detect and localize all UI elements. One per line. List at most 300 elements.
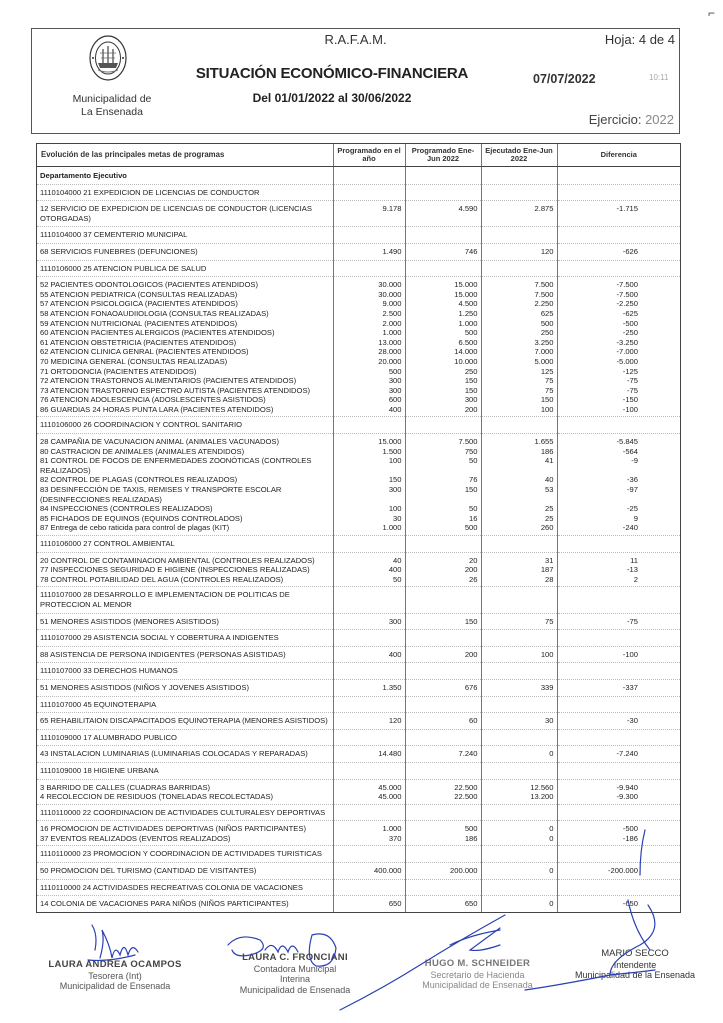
meta-cell: 81 CONTROL DE FOCOS DE ENFERMEDADES ZOONÓTICAS (CONTROLES REALIZADOS)	[40, 456, 312, 475]
executed-cell: 30	[481, 713, 557, 730]
annual-cell: 120	[333, 713, 405, 730]
executed-cell: 13.200	[481, 792, 557, 804]
difference-cell	[557, 630, 680, 647]
annual-cell	[333, 762, 405, 779]
executed-cell: 31	[481, 552, 557, 565]
programmed-cell: 20	[405, 552, 481, 565]
programmed-cell	[405, 663, 481, 680]
meta-cell: 57 ATENCION PSICOLOGICA (PACIENTES ATENDIDOS)	[40, 299, 238, 309]
institution-line2: La Ensenada	[81, 105, 143, 118]
table-row	[37, 613, 680, 630]
meta-cell: 86 GUARDIAS 24 HORAS PUNTA LARA (PACIENTES ATENDIDOS)	[40, 404, 274, 414]
programmed-cell: 15.000	[405, 277, 481, 290]
annual-cell: 15.000	[333, 434, 405, 447]
programmed-cell: 4.590	[405, 201, 481, 227]
executed-cell: 0	[481, 863, 557, 880]
signer-role: Contadora Municipal	[253, 963, 337, 974]
report-title: SITUACIÓN ECONÓMICO-FINANCIERA	[195, 65, 469, 82]
signature-secretario	[405, 959, 550, 991]
meta-cell: 1110107000 28 DESARROLLO E IMPLEMENTACION DE POLITICAS DE PROTECCION AL MENOR	[37, 587, 333, 613]
executed-cell	[481, 536, 557, 553]
programmed-cell: 4.500	[405, 299, 481, 309]
annual-cell: 20.000	[333, 357, 405, 367]
executed-cell: 100	[481, 405, 557, 417]
annual-cell: 400	[333, 405, 405, 417]
difference-cell	[557, 536, 680, 553]
signer-org: Municipalidad de Ensenada	[239, 984, 351, 995]
executed-cell: 53	[481, 485, 557, 504]
annual-cell: 1.490	[333, 243, 405, 260]
difference-cell	[557, 227, 680, 244]
annual-cell: 9.178	[333, 201, 405, 227]
difference-cell: -650	[557, 896, 680, 912]
executed-cell: 0	[481, 746, 557, 763]
programmed-cell: 1.000	[405, 319, 481, 329]
difference-cell	[557, 184, 680, 201]
meta-cell: 43 INSTALACION LUMINARIAS (LUMINARIAS COLOCADAS Y REPARADAS)	[37, 746, 333, 763]
report-date: 07/07/2022	[533, 72, 596, 86]
programmed-cell	[405, 417, 481, 434]
difference-cell: -97	[557, 485, 680, 504]
program-row	[37, 260, 680, 277]
programmed-cell	[405, 696, 481, 713]
program-row	[37, 846, 680, 863]
system-name: R.A.F.A.M.	[324, 32, 387, 47]
department-row	[37, 167, 680, 185]
executed-cell	[481, 184, 557, 201]
meta-cell: 83 DESINFECCIÓN DE TAXIS, REMISES Y TRANSPORTE ESCOLAR (DESINFECCIONES REALIZADAS)	[40, 485, 282, 504]
meta-cell: 1110109000 17 ALUMBRADO PUBLICO	[37, 729, 333, 746]
programmed-cell: 50	[405, 456, 481, 475]
table-row	[37, 376, 680, 386]
program-row	[37, 630, 680, 647]
table-row	[37, 357, 680, 367]
annual-cell	[333, 696, 405, 713]
programmed-cell: 750	[405, 447, 481, 457]
programmed-cell: 300	[405, 395, 481, 405]
annual-cell: 1.000	[333, 328, 405, 338]
executed-cell	[481, 846, 557, 863]
meta-cell: 80 CASTRACION DE ANIMALES (ANIMALES ATENDIDOS)	[40, 446, 245, 456]
table-row	[37, 475, 680, 485]
annual-cell: 14.480	[333, 746, 405, 763]
programmed-cell: 50	[405, 504, 481, 514]
meta-cell: Departamento Ejecutivo	[40, 171, 127, 180]
meta-cell: 59 ATENCION NUTRICIONAL (PACIENTES ATENDIDOS)	[40, 318, 238, 328]
executed-cell: 1.655	[481, 434, 557, 447]
annual-cell: 13.000	[333, 338, 405, 348]
difference-cell: -125	[557, 367, 680, 377]
meta-cell: 72 ATENCION TRASTORNOS ALIMENTARIOS (PACIENTES ATENDIDOS)	[40, 376, 297, 386]
annual-cell: 45.000	[333, 792, 405, 804]
programmed-cell	[405, 846, 481, 863]
table-row	[37, 779, 680, 792]
meta-cell: 51 MENORES ASISTIDOS (MENORES ASISTIDOS)	[37, 613, 333, 630]
annual-cell	[333, 227, 405, 244]
difference-cell: -1.715	[557, 201, 680, 227]
table-row	[37, 309, 680, 319]
difference-cell: 9	[557, 514, 680, 524]
executed-cell	[481, 879, 557, 896]
meta-cell: 1110104000 37 CEMENTERIO MUNICIPAL	[37, 227, 333, 244]
table-row	[37, 456, 680, 475]
fiscal-year	[589, 112, 674, 127]
difference-cell: -5.000	[557, 357, 680, 367]
executed-cell	[481, 804, 557, 821]
meta-cell: 1110109000 18 HIGIENE URBANA	[37, 762, 333, 779]
annual-cell: 1.350	[333, 679, 405, 696]
col-header-programmed: Programado Ene-Jun 2022	[405, 144, 481, 167]
meta-cell: 82 CONTROL DE PLAGAS (CONTROLES REALIZADOS)	[40, 475, 238, 485]
executed-cell: 7.500	[481, 290, 557, 300]
programmed-cell: 200.000	[405, 863, 481, 880]
executed-cell	[481, 696, 557, 713]
difference-cell	[557, 696, 680, 713]
annual-cell: 300	[333, 485, 405, 504]
programmed-cell	[405, 536, 481, 553]
executed-cell	[481, 630, 557, 647]
programmed-cell: 200	[405, 565, 481, 575]
difference-cell: -7.240	[557, 746, 680, 763]
signature-contadora	[225, 953, 365, 995]
executed-cell: 187	[481, 565, 557, 575]
executed-cell: 260	[481, 523, 557, 535]
executed-cell: 186	[481, 447, 557, 457]
difference-cell: -150	[557, 395, 680, 405]
difference-cell: -250	[557, 328, 680, 338]
annual-cell: 300	[333, 613, 405, 630]
annual-cell: 100	[333, 456, 405, 475]
table-row	[37, 746, 680, 763]
meta-cell: 4 RECOLECCION DE RESIDUOS (TONELADAS RECOLECTADAS)	[40, 792, 274, 802]
executed-cell: 12.560	[481, 779, 557, 792]
page-indicator: Hoja: 4 de 4	[604, 32, 675, 47]
col-header-annual: Programado en el año	[333, 144, 405, 167]
annual-cell	[333, 417, 405, 434]
table-row	[37, 713, 680, 730]
meta-cell: 62 ATENCION CLINICA GENRAL (PACIENTES ATENDIDOS)	[40, 347, 249, 357]
difference-cell: -500	[557, 319, 680, 329]
programmed-cell: 16	[405, 514, 481, 524]
executed-cell	[481, 762, 557, 779]
signer-name: LAURA C. FRONCIANI	[242, 952, 348, 963]
executed-cell: 0	[481, 834, 557, 846]
table-row	[37, 405, 680, 417]
table-row	[37, 328, 680, 338]
meta-cell: 61 ATENCION OBSTETRICIA (PACIENTES ATENDIDOS)	[40, 337, 237, 347]
table-row	[37, 386, 680, 396]
meta-cell: 78 CONTROL POTABILIDAD DEL AGUA (CONTROLES REALIZADOS)	[40, 574, 284, 584]
annual-cell: 40	[333, 552, 405, 565]
programmed-cell: 150	[405, 376, 481, 386]
difference-cell	[557, 846, 680, 863]
meta-cell: 1110107000 29 ASISTENCIA SOCIAL Y COBERTURA A INDIGENTES	[37, 630, 333, 647]
programmed-cell	[405, 729, 481, 746]
difference-cell: -9.940	[557, 779, 680, 792]
meta-cell: 1110110000 22 COORDINACION DE ACTIVIDADES CULTURALESY DEPORTIVAS	[37, 804, 333, 821]
programmed-cell: 26	[405, 575, 481, 587]
meta-cell: 1110106000 27 CONTROL AMBIENTAL	[37, 536, 333, 553]
signer-org: Municipalidad de Ensenada	[59, 981, 171, 991]
table-row	[37, 201, 680, 227]
difference-cell: -7.500	[557, 277, 680, 290]
executed-cell: 100	[481, 646, 557, 663]
meta-cell: 50 PROMOCION DEL TURISMO (CANTIDAD DE VISITANTES)	[37, 863, 333, 880]
executed-cell: 3.250	[481, 338, 557, 348]
program-row	[37, 762, 680, 779]
executed-cell	[481, 417, 557, 434]
difference-cell	[557, 729, 680, 746]
executed-cell: 40	[481, 475, 557, 485]
table-row	[37, 792, 680, 804]
executed-cell: 75	[481, 376, 557, 386]
annual-cell	[333, 729, 405, 746]
annual-cell: 600	[333, 395, 405, 405]
annual-cell: 30.000	[333, 290, 405, 300]
difference-cell: 11	[557, 552, 680, 565]
difference-cell: -75	[557, 613, 680, 630]
meta-cell: 55 ATENCION PEDIATRICA (CONSULTAS REALIZADAS)	[40, 289, 238, 299]
signer-name: LAURA ANDREA OCAMPOS	[48, 959, 182, 970]
difference-cell	[557, 167, 680, 185]
programmed-cell	[405, 227, 481, 244]
meta-cell: 20 CONTROL DE CONTAMINACION AMBIENTAL (CONTROLES REALIZADOS)	[37, 552, 333, 565]
programmed-cell	[405, 630, 481, 647]
table-row	[37, 514, 680, 524]
executed-cell: 25	[481, 514, 557, 524]
difference-cell: -337	[557, 679, 680, 696]
difference-cell: -25	[557, 504, 680, 514]
annual-cell: 50	[333, 575, 405, 587]
annual-cell: 9.000	[333, 299, 405, 309]
table-row	[37, 523, 680, 535]
programmed-cell: 500	[405, 821, 481, 834]
meta-cell: 3 BARRIDO DE CALLES (CUADRAS BARRIDAS)	[37, 779, 333, 792]
annual-cell: 370	[333, 834, 405, 846]
annual-cell	[333, 587, 405, 613]
annual-cell: 400	[333, 646, 405, 663]
program-row	[37, 663, 680, 680]
table-body	[37, 167, 680, 912]
programmed-cell: 186	[405, 834, 481, 846]
program-row	[37, 696, 680, 713]
difference-cell: -9	[557, 456, 680, 475]
programmed-cell: 14.000	[405, 347, 481, 357]
meta-cell: 87 Entrega de cebo raticida para control de plagas (KIT)	[40, 523, 230, 533]
annual-cell	[333, 536, 405, 553]
table-row	[37, 575, 680, 587]
col-header-difference: Diferencia	[557, 144, 680, 167]
report-time: 10:11	[649, 73, 669, 82]
annual-cell: 300	[333, 386, 405, 396]
table-row	[37, 290, 680, 300]
annual-cell	[333, 630, 405, 647]
institution-line1: Municipalidad de	[72, 93, 152, 105]
table-row	[37, 821, 680, 834]
difference-cell: -100	[557, 405, 680, 417]
meta-cell: 37 EVENTOS REALIZADOS (EVENTOS REALIZADOS)	[40, 833, 231, 843]
difference-cell: -200.000	[557, 863, 680, 880]
executed-cell	[481, 729, 557, 746]
signature-intendente	[565, 949, 705, 981]
program-row	[37, 227, 680, 244]
institution-name	[52, 93, 172, 118]
executed-cell: 625	[481, 309, 557, 319]
executed-cell: 2.250	[481, 299, 557, 309]
meta-cell: 16 PROMOCION DE ACTIVIDADES DEPORTIVAS (NIÑOS PARTICIPANTES)	[37, 821, 333, 834]
difference-cell: -100	[557, 646, 680, 663]
meta-cell: 28 CAMPAÑIA DE VACUNACION ANIMAL (ANIMALES VACUNADOS)	[37, 434, 333, 447]
meta-cell: 68 SERVICIOS FUNEBRES (DEFUNCIONES)	[37, 243, 333, 260]
annual-cell	[333, 804, 405, 821]
difference-cell	[557, 804, 680, 821]
executed-cell	[481, 260, 557, 277]
table-row	[37, 299, 680, 309]
signer-org: Municipalidad de Ensenada	[422, 980, 533, 990]
difference-cell: -75	[557, 386, 680, 396]
executed-cell: 125	[481, 367, 557, 377]
program-row	[37, 184, 680, 201]
meta-cell: 1110107000 33 DERECHOS HUMANOS	[37, 663, 333, 680]
corner-mark: ⌐	[707, 6, 715, 20]
programmed-cell: 1.250	[405, 309, 481, 319]
annual-cell: 100	[333, 504, 405, 514]
difference-cell: -13	[557, 565, 680, 575]
meta-cell: 65 REHABILITAION DISCAPACITADOS EQUINOTERAPIA (MENORES ASISTIDOS)	[37, 713, 333, 730]
annual-cell: 150	[333, 475, 405, 485]
annual-cell: 1.000	[333, 523, 405, 535]
executed-cell: 150	[481, 395, 557, 405]
difference-cell: -36	[557, 475, 680, 485]
signer-role: Tesorera (Int)	[88, 970, 142, 981]
programmed-cell	[405, 762, 481, 779]
difference-cell: -3.250	[557, 338, 680, 348]
table-row	[37, 565, 680, 575]
program-row	[37, 587, 680, 613]
table-row	[37, 485, 680, 504]
programmed-cell	[405, 167, 481, 185]
difference-cell: -626	[557, 243, 680, 260]
meta-cell: 12 SERVICIO DE EXPEDICION DE LICENCIAS DE CONDUCTOR (LICENCIAS OTORGADAS)	[37, 201, 333, 227]
annual-cell: 30.000	[333, 277, 405, 290]
table-row	[37, 504, 680, 514]
annual-cell	[333, 846, 405, 863]
annual-cell: 1.500	[333, 447, 405, 457]
annual-cell	[333, 879, 405, 896]
programmed-cell: 500	[405, 328, 481, 338]
executed-cell: 41	[481, 456, 557, 475]
program-row	[37, 804, 680, 821]
meta-cell: 52 PACIENTES ODONTOLOGICOS (PACIENTES ATENDIDOS)	[37, 277, 333, 290]
programmed-cell: 746	[405, 243, 481, 260]
difference-cell: -7.500	[557, 290, 680, 300]
signer-role: Intendente	[613, 959, 657, 970]
meta-cell: 14 COLONIA DE VACACIONES PARA NIÑOS (NIÑOS PARTICIPANTES)	[37, 896, 333, 912]
executed-cell: 75	[481, 613, 557, 630]
programmed-cell	[405, 587, 481, 613]
difference-cell: -30	[557, 713, 680, 730]
table-row	[37, 367, 680, 377]
difference-cell: -500	[557, 821, 680, 834]
executed-cell: 7.000	[481, 347, 557, 357]
col-header-executed: Ejecutado Ene-Jun 2022	[481, 144, 557, 167]
annual-cell: 2.000	[333, 319, 405, 329]
executed-cell: 25	[481, 504, 557, 514]
report-header	[31, 28, 680, 134]
difference-cell: 2	[557, 575, 680, 587]
annual-cell: 400	[333, 565, 405, 575]
table-row	[37, 434, 680, 447]
difference-cell: -75	[557, 376, 680, 386]
table-row	[37, 319, 680, 329]
difference-cell	[557, 587, 680, 613]
meta-cell: 1110104000 21 EXPEDICION DE LICENCIAS DE CONDUCTOR	[37, 184, 333, 201]
meta-cell: 71 ORTODONCIA (PACIENTES ATENDIDOS)	[40, 366, 197, 376]
table-row	[37, 863, 680, 880]
executed-cell: 2.875	[481, 201, 557, 227]
programmed-cell: 150	[405, 613, 481, 630]
meta-cell: 1110107000 45 EQUINOTERAPIA	[37, 696, 333, 713]
programmed-cell: 6.500	[405, 338, 481, 348]
signer-name: MARIO SECCO	[601, 948, 669, 959]
fiscal-year-label: Ejercicio:	[588, 112, 642, 127]
executed-cell: 75	[481, 386, 557, 396]
table-row	[37, 338, 680, 348]
programmed-cell: 60	[405, 713, 481, 730]
meta-cell: 1110110000 23 PROMOCION Y COORDINACION DE ACTIVIDADES TURISTICAS	[37, 846, 333, 863]
programmed-cell: 22.500	[405, 779, 481, 792]
difference-cell: -625	[557, 309, 680, 319]
meta-cell: 1110106000 25 ATENCION PUBLICA DE SALUD	[37, 260, 333, 277]
table-row	[37, 243, 680, 260]
programmed-cell: 200	[405, 405, 481, 417]
table-row	[37, 896, 680, 912]
difference-cell: -2.250	[557, 299, 680, 309]
meta-cell: 77 INSPECCIONES SEGURIDAD E HIGIENE (INSPECCIONES REALIZADAS)	[40, 565, 310, 575]
meta-cell: 73 ATENCION TRASTORNO ESPECTRO AUTISTA (PACIENTES ATENDIDOS)	[40, 385, 311, 395]
table-row	[37, 679, 680, 696]
programmed-cell: 500	[405, 523, 481, 535]
difference-cell	[557, 762, 680, 779]
meta-cell: 76 ATENCION ADOLESCENCIA (ADOSLESCENTES ASISTIDOS)	[40, 395, 266, 405]
col-header-meta: Evolución de las principales metas de programas	[37, 144, 333, 167]
annual-cell	[333, 260, 405, 277]
annual-cell: 45.000	[333, 779, 405, 792]
programmed-cell	[405, 804, 481, 821]
program-row	[37, 536, 680, 553]
programmed-cell: 15.000	[405, 290, 481, 300]
programmed-cell: 250	[405, 367, 481, 377]
difference-cell	[557, 879, 680, 896]
table-header-row	[37, 144, 680, 167]
fiscal-year-value: 2022	[645, 112, 674, 127]
programmed-cell: 7.240	[405, 746, 481, 763]
executed-cell: 120	[481, 243, 557, 260]
table-row	[37, 834, 680, 846]
programmed-cell: 7.500	[405, 434, 481, 447]
executed-cell: 28	[481, 575, 557, 587]
table-row	[37, 447, 680, 457]
executed-cell: 7.500	[481, 277, 557, 290]
programmed-cell: 676	[405, 679, 481, 696]
annual-cell: 1.000	[333, 821, 405, 834]
difference-cell: -5.845	[557, 434, 680, 447]
difference-cell: -564	[557, 447, 680, 457]
signature-tesorera	[40, 960, 190, 992]
difference-cell: -240	[557, 523, 680, 535]
difference-cell	[557, 417, 680, 434]
programmed-cell: 76	[405, 475, 481, 485]
